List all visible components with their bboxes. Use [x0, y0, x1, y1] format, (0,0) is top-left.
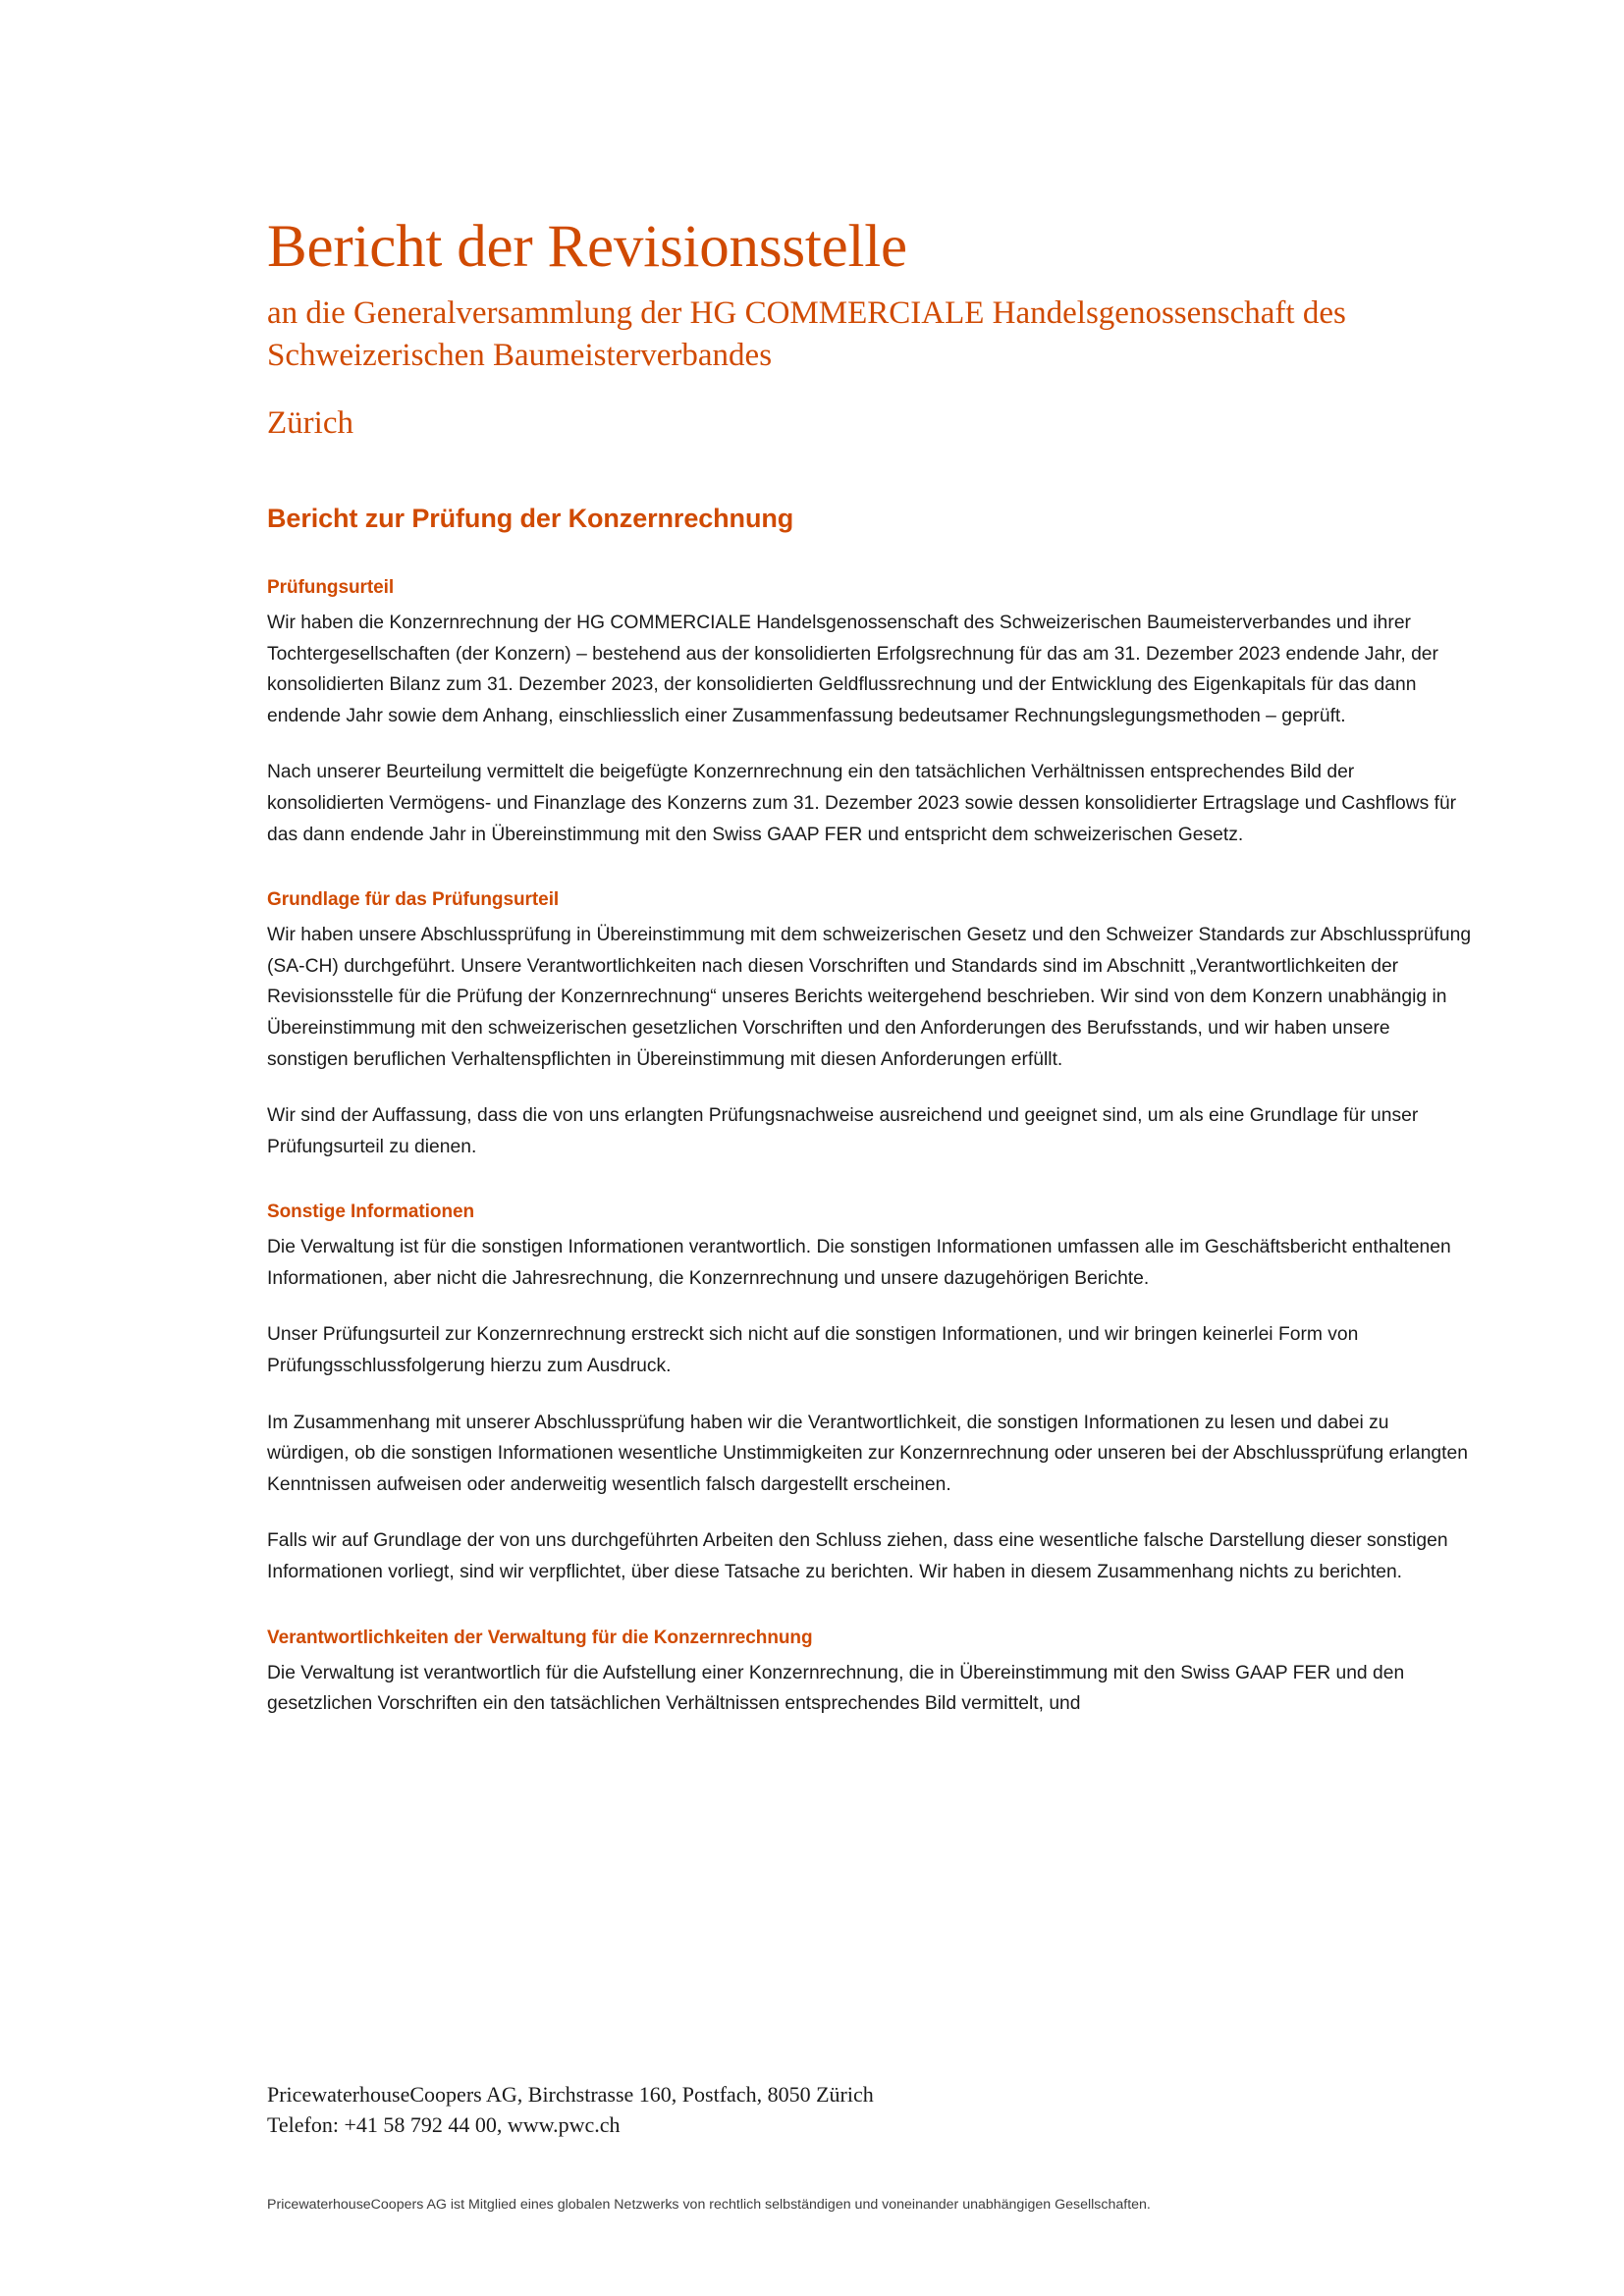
document-subtitle: an die Generalversammlung der HG COMMERCIALE Handelsgenossenschaft des Schweizerischen Baumeisterverbandes	[267, 295, 1346, 374]
document-place: Zürich	[267, 405, 353, 442]
footer-address-line-1: PricewaterhouseCoopers AG, Birchstrasse 160, Postfach, 8050 Zürich	[267, 2082, 874, 2107]
paragraph: Falls wir auf Grundlage der von uns durchgeführten Arbeiten den Schluss ziehen, dass eine wesentliche falsche Darstellung dieser sonstigen Informationen vorliegt, sind wir verpflichtet, über diese Tatsache zu berichten. Wir haben in diesem Zusammenhang nichts zu berichten.	[267, 1530, 1448, 1583]
footer-address-line-2: Telefon: +41 58 792 44 00, www.pwc.ch	[267, 2112, 621, 2137]
paragraph: Die Verwaltung ist für die sonstigen Informationen verantwortlich. Die sonstigen Informationen umfassen alle im Geschäftsbericht enthaltenen Informationen, aber nicht die Jahresrechnung, die Konzernrechnung und unsere dazugehörigen Berichte.	[267, 1237, 1451, 1289]
page-title: Bericht der Revisionsstelle	[267, 214, 907, 280]
paragraph: Im Zusammenhang mit unserer Abschlussprüfung haben wir die Verantwortlichkeit, die sonstigen Informationen zu lesen und dabei zu würdigen, ob die sonstigen Informationen wesentliche Unstimmigkeiten zur Konzernrechnung oder unseren bei der Abschlussprüfung erlangten Kenntnissen aufweisen oder anderweitig wesentlich falsch dargestellt erscheinen.	[267, 1412, 1468, 1495]
subsection-heading-pruefungsurteil: Prüfungsurteil	[267, 576, 395, 598]
document-content	[267, 0, 1473, 1720]
report-section-title: Bericht zur Prüfung der Konzernrechnung	[267, 503, 794, 533]
paragraph: Die Verwaltung ist verantwortlich für die Aufstellung einer Konzernrechnung, die in Übereinstimmung mit den Swiss GAAP FER und den gesetzlichen Vorschriften ein den tatsächlichen Verhältnissen entsprechendes Bild vermittelt, und	[267, 1662, 1405, 1715]
paragraph: Wir haben unsere Abschlussprüfung in Übereinstimmung mit dem schweizerischen Gesetz und den Schweizer Standards zur Abschlussprüfung (SA-CH) durchgeführt. Unsere Verantwortlichkeiten nach diesen Vorschriften und Standards sind im Abschnitt „Verantwortlichkeiten der Revisionsstelle für die Prüfung der Konzernrechnung“ unseres Berichts weitergehend beschrieben. Wir sind von dem Konzern unabhängig in Übereinstimmung mit den schweizerischen gesetzlichen Vorschriften und den Anforderungen des Berufsstands, und wir haben unsere sonstigen beruflichen Verhaltenspflichten in Übereinstimmung mit diesen Anforderungen erfüllt.	[267, 925, 1472, 1070]
subsection-heading-verantwortlichkeiten-verwaltung: Verantwortlichkeiten der Verwaltung für die Konzernrechnung	[267, 1627, 813, 1648]
footer-network-note: PricewaterhouseCoopers AG ist Mitglied eines globalen Netzwerks von rechtlich selbständigen und voneinander unabhängigen Gesellschaften.	[267, 2197, 1151, 2213]
paragraph: Nach unserer Beurteilung vermittelt die beigefügte Konzernrechnung ein den tatsächlichen Verhältnissen entsprechendes Bild der konsolidierten Vermögens- und Finanzlage des Konzerns zum 31. Dezember 2023 sowie dessen konsolidierter Ertragslage und Cashflows für das dann endende Jahr in Übereinstimmung mit den Swiss GAAP FER und entspricht dem schweizerischen Gesetz.	[267, 762, 1457, 845]
paragraph: Wir sind der Auffassung, dass die von uns erlangten Prüfungsnachweise ausreichend und geeignet sind, um als eine Grundlage für unser Prüfungsurteil zu dienen.	[267, 1105, 1419, 1157]
page-footer	[267, 2079, 1485, 2215]
paragraph: Unser Prüfungsurteil zur Konzernrechnung erstreckt sich nicht auf die sonstigen Informationen, und wir bringen keinerlei Form von Prüfungsschlussfolgerung hierzu zum Ausdruck.	[267, 1324, 1359, 1377]
paragraph: Wir haben die Konzernrechnung der HG COMMERCIALE Handelsgenossenschaft des Schweizerischen Baumeisterverbandes und ihrer Tochtergesellschaften (der Konzern) – bestehend aus der konsolidierten Erfolgsrechnung für das am 31. Dezember 2023 endende Jahr, der konsolidierten Bilanz zum 31. Dezember 2023, der konsolidierten Geldflussrechnung und der Entwicklung des Eigenkapitals für das dann endende Jahr sowie dem Anhang, einschliesslich einer Zusammenfassung bedeutsamer Rechnungslegungsmethoden – geprüft.	[267, 612, 1438, 726]
subsection-heading-sonstige-informationen: Sonstige Informationen	[267, 1201, 475, 1223]
subsection-heading-grundlage: Grundlage für das Prüfungsurteil	[267, 889, 560, 911]
